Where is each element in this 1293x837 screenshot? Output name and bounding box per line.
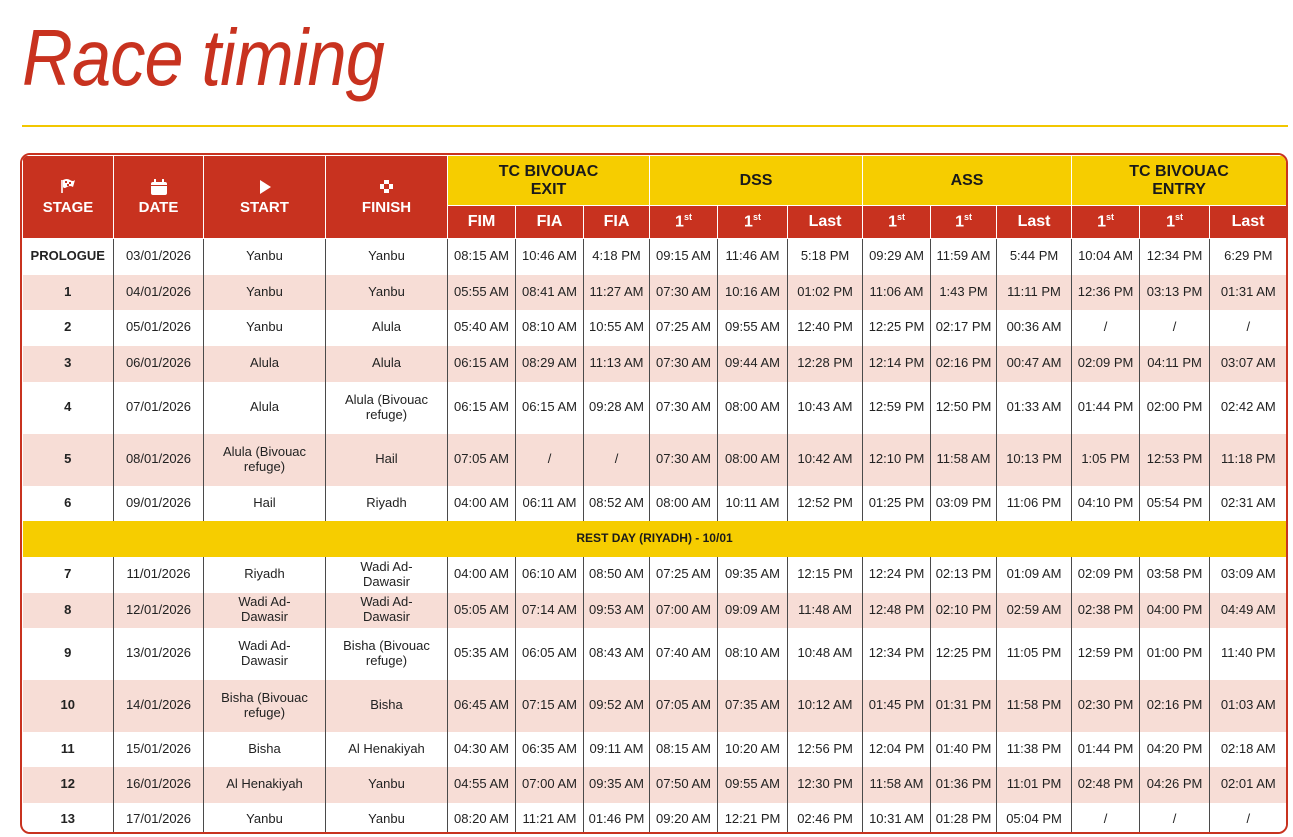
time-cell: 02:01 AM [1210, 767, 1287, 803]
subheader-cell: Last [997, 206, 1072, 239]
time-cell: 02:16 PM [1140, 680, 1210, 732]
time-cell: 01:00 PM [1140, 628, 1210, 680]
date-cell: 05/01/2026 [114, 310, 204, 346]
header-date-label: DATE [138, 198, 179, 216]
finish-cell: Yanbu [326, 239, 448, 275]
time-cell: 08:10 AM [718, 628, 788, 680]
finish-cell: Hail [326, 434, 448, 486]
date-cell: 09/01/2026 [114, 486, 204, 521]
date-cell: 07/01/2026 [114, 382, 204, 434]
time-cell: 06:05 AM [516, 628, 584, 680]
table-row [23, 486, 1287, 521]
time-cell: 01:44 PM [1072, 382, 1140, 434]
time-cell: 12:24 PM [863, 557, 931, 593]
time-cell: 10:48 AM [788, 628, 863, 680]
time-cell: 10:12 AM [788, 680, 863, 732]
time-cell: 10:43 AM [788, 382, 863, 434]
time-cell: 12:50 PM [931, 382, 997, 434]
time-cell: 09:28 AM [584, 382, 650, 434]
time-cell: 07:05 AM [448, 434, 516, 486]
table-row [23, 434, 1287, 486]
finish-cell: Alula [326, 310, 448, 346]
finish-cell: Riyadh [326, 486, 448, 521]
time-cell: 12:04 PM [863, 732, 931, 767]
time-cell: 01:31 AM [1210, 275, 1287, 310]
time-cell: 05:35 AM [448, 628, 516, 680]
time-cell: 01:25 PM [863, 486, 931, 521]
time-cell: 02:16 PM [931, 346, 997, 382]
subheader-cell: 1st [650, 206, 718, 239]
time-cell: 01:45 PM [863, 680, 931, 732]
time-cell: 10:13 PM [997, 434, 1072, 486]
time-cell: 07:30 AM [650, 275, 718, 310]
time-cell: 12:56 PM [788, 732, 863, 767]
time-cell: 01:28 PM [931, 803, 997, 835]
time-cell: 07:15 AM [516, 680, 584, 732]
time-cell: 12:25 PM [931, 628, 997, 680]
time-cell: / [1210, 310, 1287, 346]
header-finish-label: FINISH [361, 198, 412, 216]
stage-cell: 10 [23, 680, 114, 732]
time-cell: 11:13 AM [584, 346, 650, 382]
time-cell: 09:44 AM [718, 346, 788, 382]
start-cell: Alula [204, 382, 326, 434]
table-row [23, 310, 1287, 346]
time-cell: 01:02 PM [788, 275, 863, 310]
time-cell: 11:18 PM [1210, 434, 1287, 486]
table-row [23, 382, 1287, 434]
time-cell: 07:50 AM [650, 767, 718, 803]
time-cell: 11:46 AM [718, 239, 788, 275]
header-tc-bivouac-entry: TC BIVOUAC ENTRY [1072, 156, 1287, 206]
time-cell: 09:35 AM [584, 767, 650, 803]
time-cell: 11:58 AM [931, 434, 997, 486]
time-cell: 10:16 AM [718, 275, 788, 310]
finish-cell: Yanbu [326, 767, 448, 803]
stage-cell: 1 [23, 275, 114, 310]
time-cell: 08:29 AM [516, 346, 584, 382]
time-cell: 1:05 PM [1072, 434, 1140, 486]
time-cell: 04:49 AM [1210, 593, 1287, 628]
header-tc-bivouac-exit: TC BIVOUAC EXIT [448, 156, 650, 206]
time-cell: 12:59 PM [1072, 628, 1140, 680]
header-ass: ASS [863, 156, 1072, 206]
time-cell: 07:05 AM [650, 680, 718, 732]
time-cell: 06:11 AM [516, 486, 584, 521]
finish-cell: Alula [326, 346, 448, 382]
time-cell: 11:40 PM [1210, 628, 1287, 680]
rest-day-label: REST DAY (RIYADH) - 10/01 [23, 521, 1287, 557]
time-cell: 11:06 PM [997, 486, 1072, 521]
time-cell: 10:31 AM [863, 803, 931, 835]
finish-flag-icon [326, 179, 447, 195]
checkered-flag-icon [23, 179, 113, 195]
time-cell: 12:21 PM [718, 803, 788, 835]
date-cell: 15/01/2026 [114, 732, 204, 767]
time-cell: 03:13 PM [1140, 275, 1210, 310]
date-cell: 16/01/2026 [114, 767, 204, 803]
stage-cell: 13 [23, 803, 114, 835]
header-stage [23, 156, 114, 239]
time-cell: 02:48 PM [1072, 767, 1140, 803]
stage-cell: 4 [23, 382, 114, 434]
time-cell: 01:40 PM [931, 732, 997, 767]
time-cell: 08:00 AM [718, 382, 788, 434]
table-row [23, 239, 1287, 275]
time-cell: 02:13 PM [931, 557, 997, 593]
stage-cell: 7 [23, 557, 114, 593]
time-cell: 02:30 PM [1072, 680, 1140, 732]
time-cell: 11:48 AM [788, 593, 863, 628]
start-cell: Wadi Ad-Dawasir [204, 593, 326, 628]
time-cell: / [1140, 803, 1210, 835]
time-cell: 06:45 AM [448, 680, 516, 732]
calendar-icon [114, 179, 203, 195]
time-cell: 12:34 PM [1140, 239, 1210, 275]
time-cell: 04:00 AM [448, 486, 516, 521]
time-cell: 02:18 AM [1210, 732, 1287, 767]
time-cell: 01:31 PM [931, 680, 997, 732]
time-cell: 11:58 PM [997, 680, 1072, 732]
time-cell: 12:40 PM [788, 310, 863, 346]
time-cell: 11:06 AM [863, 275, 931, 310]
time-cell: 10:20 AM [718, 732, 788, 767]
subheader-cell: FIM [448, 206, 516, 239]
title-divider [22, 125, 1288, 127]
time-cell: 02:00 PM [1140, 382, 1210, 434]
time-cell: 4:18 PM [584, 239, 650, 275]
subheader-cell: Last [1210, 206, 1287, 239]
time-cell: 03:09 PM [931, 486, 997, 521]
time-cell: 02:17 PM [931, 310, 997, 346]
time-cell: 09:29 AM [863, 239, 931, 275]
start-cell: Yanbu [204, 803, 326, 835]
time-cell: 01:33 AM [997, 382, 1072, 434]
time-cell: 07:25 AM [650, 310, 718, 346]
time-cell: 08:50 AM [584, 557, 650, 593]
time-cell: 11:58 AM [863, 767, 931, 803]
time-cell: 09:09 AM [718, 593, 788, 628]
time-cell: 07:30 AM [650, 382, 718, 434]
finish-cell: Alula (Bivouac refuge) [326, 382, 448, 434]
time-cell: 00:47 AM [997, 346, 1072, 382]
time-cell: 12:36 PM [1072, 275, 1140, 310]
table-row [23, 593, 1287, 628]
time-cell: / [1140, 310, 1210, 346]
time-cell: 11:38 PM [997, 732, 1072, 767]
time-cell: 12:34 PM [863, 628, 931, 680]
subheader-cell: 1st [863, 206, 931, 239]
time-cell: 04:20 PM [1140, 732, 1210, 767]
finish-cell: Bisha (Bivouac refuge) [326, 628, 448, 680]
subheader-cell: Last [788, 206, 863, 239]
time-cell: 12:30 PM [788, 767, 863, 803]
start-cell: Yanbu [204, 310, 326, 346]
date-cell: 17/01/2026 [114, 803, 204, 835]
time-cell: 03:07 AM [1210, 346, 1287, 382]
time-cell: 08:52 AM [584, 486, 650, 521]
start-cell: Alula (Bivouac refuge) [204, 434, 326, 486]
time-cell: 08:41 AM [516, 275, 584, 310]
time-cell: 04:55 AM [448, 767, 516, 803]
subheader-cell: FIA [584, 206, 650, 239]
header-start [204, 156, 326, 239]
time-cell: 08:00 AM [650, 486, 718, 521]
header-start-label: START [240, 198, 289, 216]
time-cell: 06:15 AM [448, 382, 516, 434]
rest-day-row [23, 521, 1287, 557]
time-cell: 01:09 AM [997, 557, 1072, 593]
table-row [23, 557, 1287, 593]
stage-cell: 6 [23, 486, 114, 521]
time-cell: 5:44 PM [997, 239, 1072, 275]
stage-cell: 9 [23, 628, 114, 680]
date-cell: 11/01/2026 [114, 557, 204, 593]
time-cell: 02:38 PM [1072, 593, 1140, 628]
subheader-cell: 1st [1072, 206, 1140, 239]
start-cell: Yanbu [204, 239, 326, 275]
time-cell: 12:10 PM [863, 434, 931, 486]
time-cell: 02:31 AM [1210, 486, 1287, 521]
time-cell: 07:25 AM [650, 557, 718, 593]
table-row [23, 680, 1287, 732]
play-icon [204, 179, 325, 195]
finish-cell: Yanbu [326, 275, 448, 310]
time-cell: 07:40 AM [650, 628, 718, 680]
time-cell: 11:05 PM [997, 628, 1072, 680]
page-title: Race timing [22, 13, 385, 102]
time-cell: 09:20 AM [650, 803, 718, 835]
header-finish [326, 156, 448, 239]
time-cell: 12:14 PM [863, 346, 931, 382]
time-cell: 6:29 PM [1210, 239, 1287, 275]
table-row [23, 803, 1287, 835]
time-cell: 12:15 PM [788, 557, 863, 593]
time-cell: 04:00 AM [448, 557, 516, 593]
time-cell: 04:10 PM [1072, 486, 1140, 521]
time-cell: 12:25 PM [863, 310, 931, 346]
table-row [23, 767, 1287, 803]
time-cell: 07:30 AM [650, 434, 718, 486]
date-cell: 13/01/2026 [114, 628, 204, 680]
time-cell: 05:54 PM [1140, 486, 1210, 521]
time-cell: 00:36 AM [997, 310, 1072, 346]
time-cell: 12:52 PM [788, 486, 863, 521]
time-cell: 12:59 PM [863, 382, 931, 434]
time-cell: 09:53 AM [584, 593, 650, 628]
finish-cell: Wadi Ad-Dawasir [326, 593, 448, 628]
time-cell: 02:10 PM [931, 593, 997, 628]
time-cell: 05:40 AM [448, 310, 516, 346]
stage-cell: 5 [23, 434, 114, 486]
time-cell: 07:00 AM [650, 593, 718, 628]
start-cell: Wadi Ad-Dawasir [204, 628, 326, 680]
date-cell: 04/01/2026 [114, 275, 204, 310]
time-cell: 05:05 AM [448, 593, 516, 628]
time-cell: / [1072, 803, 1140, 835]
time-cell: 11:01 PM [997, 767, 1072, 803]
start-cell: Al Henakiyah [204, 767, 326, 803]
time-cell: 02:59 AM [997, 593, 1072, 628]
time-cell: 12:53 PM [1140, 434, 1210, 486]
time-cell: 04:30 AM [448, 732, 516, 767]
time-cell: 12:48 PM [863, 593, 931, 628]
time-cell: 10:46 AM [516, 239, 584, 275]
time-cell: 04:11 PM [1140, 346, 1210, 382]
table-row [23, 275, 1287, 310]
stage-cell: 12 [23, 767, 114, 803]
time-cell: 10:55 AM [584, 310, 650, 346]
subheader-cell: 1st [931, 206, 997, 239]
subheader-cell: 1st [718, 206, 788, 239]
time-cell: 11:21 AM [516, 803, 584, 835]
time-cell: 08:10 AM [516, 310, 584, 346]
time-cell: 1:43 PM [931, 275, 997, 310]
time-cell: 11:59 AM [931, 239, 997, 275]
time-cell: 03:09 AM [1210, 557, 1287, 593]
time-cell: 07:00 AM [516, 767, 584, 803]
finish-cell: Wadi Ad-Dawasir [326, 557, 448, 593]
time-cell: 06:15 AM [516, 382, 584, 434]
date-cell: 14/01/2026 [114, 680, 204, 732]
time-cell: 04:26 PM [1140, 767, 1210, 803]
stage-cell: 2 [23, 310, 114, 346]
time-cell: 08:00 AM [718, 434, 788, 486]
time-cell: 02:09 PM [1072, 557, 1140, 593]
time-cell: 07:30 AM [650, 346, 718, 382]
stage-cell: 3 [23, 346, 114, 382]
race-timing-table [20, 153, 1288, 834]
start-cell: Bisha [204, 732, 326, 767]
table-row [23, 628, 1287, 680]
time-cell: 01:46 PM [584, 803, 650, 835]
time-cell: 01:03 AM [1210, 680, 1287, 732]
finish-cell: Yanbu [326, 803, 448, 835]
time-cell: 10:04 AM [1072, 239, 1140, 275]
time-cell: 09:35 AM [718, 557, 788, 593]
time-cell: 5:18 PM [788, 239, 863, 275]
time-cell: 07:35 AM [718, 680, 788, 732]
date-cell: 03/01/2026 [114, 239, 204, 275]
finish-cell: Bisha [326, 680, 448, 732]
table-row [23, 732, 1287, 767]
time-cell: 02:46 PM [788, 803, 863, 835]
time-cell: 08:43 AM [584, 628, 650, 680]
time-cell: 01:36 PM [931, 767, 997, 803]
header-date [114, 156, 204, 239]
time-cell: / [584, 434, 650, 486]
time-cell: 04:00 PM [1140, 593, 1210, 628]
stage-cell: 8 [23, 593, 114, 628]
time-cell: 02:42 AM [1210, 382, 1287, 434]
time-cell: 05:04 PM [997, 803, 1072, 835]
subheader-cell: 1st [1140, 206, 1210, 239]
time-cell: 07:14 AM [516, 593, 584, 628]
time-cell: 06:10 AM [516, 557, 584, 593]
date-cell: 12/01/2026 [114, 593, 204, 628]
date-cell: 08/01/2026 [114, 434, 204, 486]
time-cell: 05:55 AM [448, 275, 516, 310]
stage-cell: PROLOGUE [23, 239, 114, 275]
time-cell: 11:11 PM [997, 275, 1072, 310]
time-cell: 09:55 AM [718, 767, 788, 803]
time-cell: 08:15 AM [448, 239, 516, 275]
time-cell: / [516, 434, 584, 486]
time-cell: 06:35 AM [516, 732, 584, 767]
start-cell: Hail [204, 486, 326, 521]
header-stage-label: STAGE [42, 198, 94, 216]
start-cell: Riyadh [204, 557, 326, 593]
time-cell: 10:42 AM [788, 434, 863, 486]
time-cell: 12:28 PM [788, 346, 863, 382]
date-cell: 06/01/2026 [114, 346, 204, 382]
finish-cell: Al Henakiyah [326, 732, 448, 767]
time-cell: 03:58 PM [1140, 557, 1210, 593]
start-cell: Alula [204, 346, 326, 382]
time-cell: 02:09 PM [1072, 346, 1140, 382]
start-cell: Bisha (Bivouac refuge) [204, 680, 326, 732]
time-cell: 09:55 AM [718, 310, 788, 346]
time-cell: 11:27 AM [584, 275, 650, 310]
time-cell: 08:15 AM [650, 732, 718, 767]
time-cell: 09:15 AM [650, 239, 718, 275]
header-dss: DSS [650, 156, 863, 206]
table-row [23, 346, 1287, 382]
time-cell: / [1072, 310, 1140, 346]
time-cell: 01:44 PM [1072, 732, 1140, 767]
stage-cell: 11 [23, 732, 114, 767]
time-cell: 09:52 AM [584, 680, 650, 732]
time-cell: 09:11 AM [584, 732, 650, 767]
time-cell: / [1210, 803, 1287, 835]
subheader-cell: FIA [516, 206, 584, 239]
time-cell: 08:20 AM [448, 803, 516, 835]
start-cell: Yanbu [204, 275, 326, 310]
time-cell: 10:11 AM [718, 486, 788, 521]
time-cell: 06:15 AM [448, 346, 516, 382]
